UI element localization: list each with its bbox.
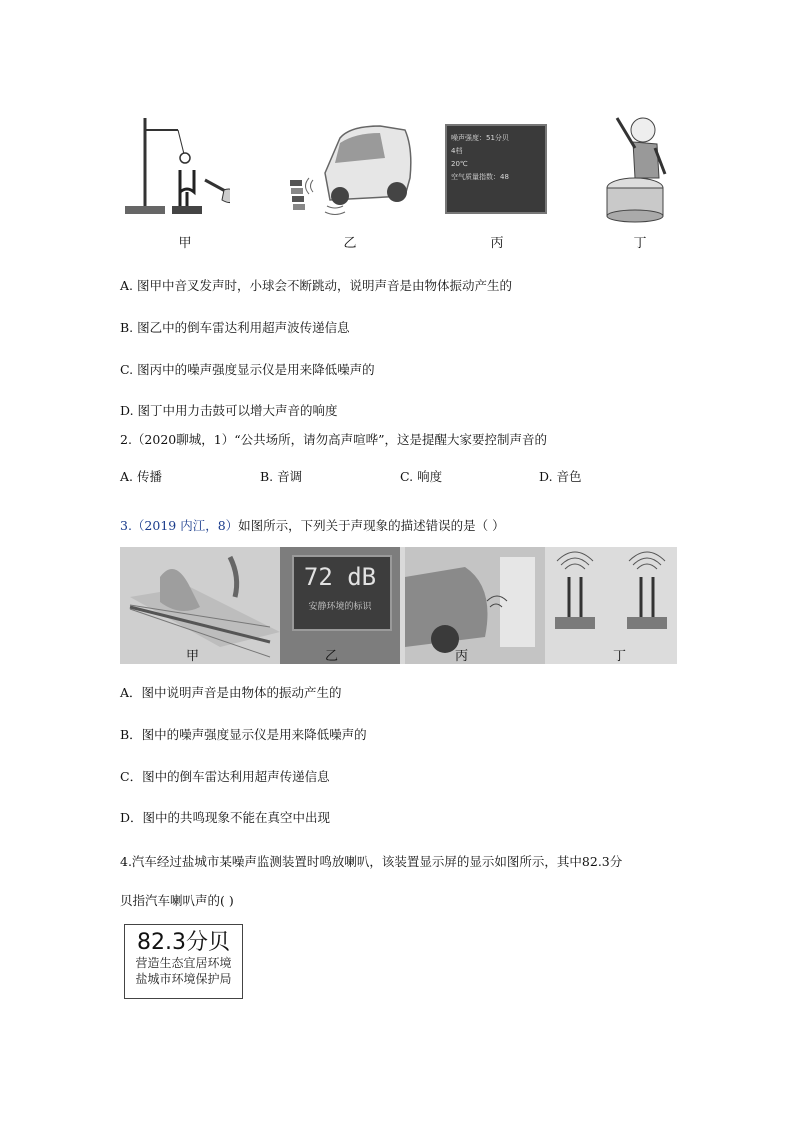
strip-label-ding: 丁: [613, 649, 627, 664]
q3-stem: [120, 516, 505, 534]
q1-option-c: C. 图丙中的噪声强度显示仪是用来降低噪声的: [120, 362, 375, 377]
q1-option-a: A. 图甲中音叉发声时，小球会不断跳动，说明声音是由物体振动产生的: [120, 278, 512, 293]
car-reversing-radar-figure: [285, 108, 415, 223]
q1-figure-row: [115, 108, 685, 253]
q4-stem-line2: 贝指汽车喇叭声的( ): [120, 893, 234, 908]
ruler-vibration-figure: [120, 547, 280, 664]
q3-option-c: C．图中的倒车雷达利用超声传递信息: [120, 769, 330, 784]
figure-label-ding: 丁: [633, 236, 647, 251]
panel-line: 空气质量指数：48: [451, 173, 509, 181]
tuning-fork-pendulum-figure: [120, 108, 230, 223]
panel-line: 噪声强度：51分贝: [451, 134, 509, 142]
drummer-figure: [595, 108, 685, 223]
db-value: 72 dB: [303, 563, 377, 591]
sign-line1: 营造生态宜居环境: [135, 956, 232, 970]
q2-stem: 2.（2020聊城，1）“公共场所，请勿高声喧哗”，这是提醒大家要控制声音的: [120, 432, 547, 447]
q3-option-b: B．图中的噪声强度显示仪是用来降低噪声的: [120, 727, 367, 742]
sign-value: 82.3分贝: [137, 930, 230, 955]
q2-option-d: D. 音色: [539, 469, 582, 484]
figure-label-bing: 丙: [490, 236, 504, 251]
panel-line: 4档: [451, 147, 463, 155]
tuning-forks-resonance-figure: [545, 547, 677, 664]
sign-line2: 盐城市环境保护局: [135, 972, 232, 986]
db-caption: 安静环境的标识: [308, 602, 372, 612]
q1-option-b: B. 图乙中的倒车雷达利用超声波传递信息: [120, 320, 350, 335]
noise-display-board-figure: [445, 108, 545, 223]
panel-line: 20℃: [451, 160, 468, 168]
q1-option-d: D. 图丁中用力击鼓可以增大声音的响度: [120, 403, 338, 418]
q3-stem-text: 如图所示，下列关于声现象的描述错误的是（ ）: [238, 518, 505, 533]
strip-label-jia: 甲: [186, 649, 200, 664]
q3-option-d: D．图中的共鸣现象不能在真空中出现: [120, 810, 331, 825]
noise-monitor-sign: [124, 924, 243, 999]
db-display-figure: [280, 547, 400, 664]
q2-option-a: A. 传播: [120, 469, 162, 484]
q3-source: 3.（2019 内江，8）: [120, 518, 239, 533]
q2-option-c: C. 响度: [400, 469, 443, 484]
strip-label-bing: 丙: [455, 649, 469, 664]
q4-stem-line1: 4.汽车经过盐城市某噪声监测装置时鸣放喇叭，该装置显示屏的显示如图所示，其中82.3分: [120, 854, 623, 869]
q2-option-b: B. 音调: [260, 469, 303, 484]
figure-label-yi: 乙: [343, 236, 357, 251]
car-radar-figure: [405, 547, 545, 664]
strip-label-yi: 乙: [325, 649, 339, 664]
figure-label-jia: 甲: [178, 236, 192, 251]
q3-figure-strip: [120, 547, 677, 664]
q3-option-a: A．图中说明声音是由物体的振动产生的: [120, 685, 342, 700]
